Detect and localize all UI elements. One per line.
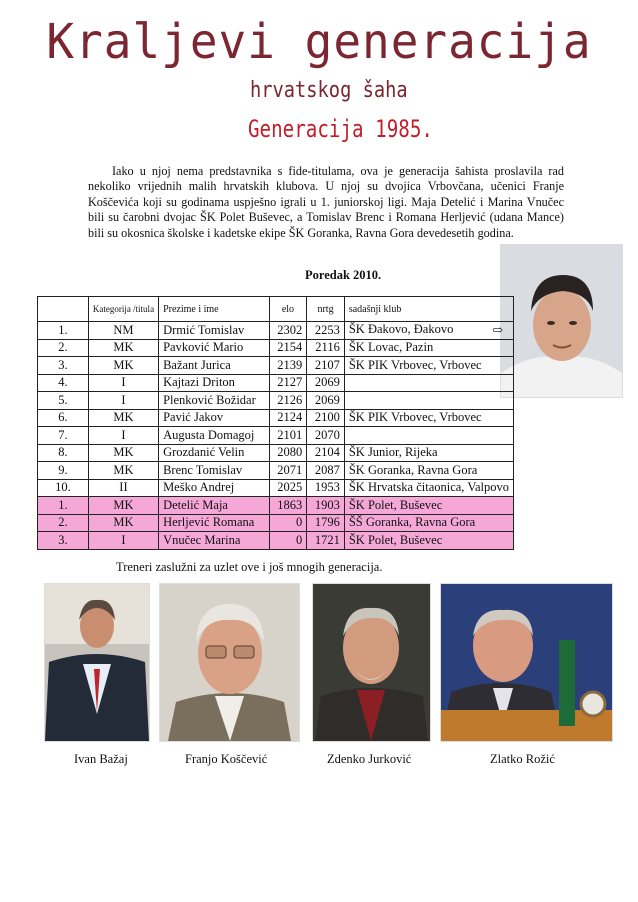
nrtg-cell-text: 2104	[314, 445, 340, 460]
category-cell	[88, 357, 158, 375]
elo-cell	[269, 322, 307, 340]
club-cell	[344, 409, 513, 427]
category-cell-text: MK	[113, 410, 134, 425]
page-subtitle: hrvatskog šaha	[250, 78, 408, 103]
rank-cell-text: 1.	[58, 497, 68, 512]
club-cell	[344, 532, 513, 550]
club-cell	[344, 392, 513, 410]
category-cell	[88, 374, 158, 392]
player-name-cell-text: Detelić Maja	[163, 497, 228, 512]
table-row	[38, 532, 514, 550]
club-cell-text: ŠK PIK Vrbovec, Vrbovec	[348, 410, 482, 425]
rank-cell-text: 3.	[58, 532, 68, 547]
category-cell-text: I	[121, 375, 126, 390]
rank-cell	[38, 532, 89, 550]
elo-cell-text: 2101	[277, 427, 303, 442]
nrtg-cell-text: 2087	[314, 462, 340, 477]
nrtg-cell	[307, 357, 345, 375]
elo-cell	[269, 532, 307, 550]
table-row	[38, 514, 514, 532]
coach-photo-koscevic	[159, 583, 300, 742]
player-name-cell-text: Brenc Tomislav	[163, 462, 243, 477]
nrtg-cell	[307, 514, 345, 532]
coach-name-3: Zdenko Jurković	[327, 752, 412, 766]
nrtg-cell-text: 2116	[315, 340, 340, 355]
col-category-header: Kategorija /titula	[88, 297, 158, 322]
rank-cell	[38, 514, 89, 532]
club-cell-text: ŠK PIK Vrbovec, Vrbovec	[348, 357, 482, 372]
player-name-cell-text: Bažant Jurica	[163, 357, 231, 372]
rank-cell	[38, 462, 89, 480]
category-cell-text: MK	[113, 340, 134, 355]
category-cell-text: I	[121, 532, 126, 547]
elo-cell-text: 0	[295, 532, 303, 547]
category-cell-text: II	[119, 480, 128, 495]
table-row	[38, 409, 514, 427]
nrtg-cell	[307, 339, 345, 357]
rank-cell	[38, 392, 89, 410]
category-cell	[88, 444, 158, 462]
player-name-cell-text: Augusta Domagoj	[163, 427, 255, 442]
elo-cell	[269, 514, 307, 532]
category-cell	[88, 479, 158, 497]
category-cell-text: MK	[113, 445, 134, 460]
category-cell	[88, 409, 158, 427]
club-cell	[344, 427, 513, 445]
club-cell	[344, 514, 513, 532]
rank-cell-text: 5.	[58, 392, 68, 407]
club-cell	[344, 339, 513, 357]
club-cell	[344, 374, 513, 392]
elo-cell-text: 2302	[277, 322, 303, 337]
nrtg-cell	[307, 479, 345, 497]
rank-cell	[38, 339, 89, 357]
nrtg-cell-text: 1721	[314, 532, 340, 547]
nrtg-cell	[307, 322, 345, 340]
arrow-right-icon: ⇨	[492, 323, 503, 338]
rank-cell	[38, 427, 89, 445]
elo-cell-text: 1863	[277, 497, 303, 512]
player-name-cell	[159, 339, 270, 357]
player-name-cell	[159, 427, 270, 445]
elo-cell-text: 0	[295, 515, 303, 530]
rank-cell-text: 4.	[58, 375, 68, 390]
club-cell-text: ŠŠ Goranka, Ravna Gora	[348, 515, 476, 530]
coach-photo-jurkovic	[312, 583, 431, 742]
player-name-cell-text: Vnučec Marina	[163, 532, 241, 547]
category-cell-text: I	[121, 427, 126, 442]
col-elo-header: elo	[269, 297, 307, 322]
player-name-cell	[159, 497, 270, 515]
coach-name-1: Ivan Bažaj	[74, 752, 128, 766]
nrtg-cell-text: 2069	[314, 392, 340, 407]
player-name-cell-text: Plenković Božidar	[163, 392, 256, 407]
rank-cell-text: 8.	[58, 445, 68, 460]
category-cell-text: MK	[113, 515, 134, 530]
elo-cell	[269, 374, 307, 392]
page-title: Kraljevi generacija	[46, 12, 592, 70]
elo-cell-text: 2080	[277, 445, 303, 460]
elo-cell	[269, 357, 307, 375]
table-row	[38, 357, 514, 375]
category-cell	[88, 497, 158, 515]
category-cell	[88, 339, 158, 357]
col-club-header: sadašnji klub	[344, 297, 513, 322]
elo-cell-text: 2025	[277, 480, 303, 495]
rank-cell-text: 3.	[58, 357, 68, 372]
category-cell-text: MK	[113, 497, 134, 512]
player-name-cell-text: Drmić Tomislav	[163, 322, 245, 337]
col-name-header: Prezime i ime	[159, 297, 270, 322]
category-cell	[88, 462, 158, 480]
nrtg-cell-text: 2107	[314, 357, 340, 372]
player-name-cell	[159, 532, 270, 550]
club-cell-text: ŠK Lovac, Pazin	[348, 340, 434, 355]
coaches-caption: Treneri zaslužni za uzlet ove i još mnogih generacija.	[116, 560, 383, 574]
nrtg-cell-text: 2100	[314, 410, 340, 425]
rank-cell-text: 6.	[58, 410, 68, 425]
club-cell-text: ŠK Đakovo, Đakovo	[348, 322, 454, 337]
elo-cell	[269, 427, 307, 445]
nrtg-cell-text: 1796	[314, 515, 340, 530]
club-cell-text: ŠK Hrvatska čitaonica, Valpovo	[348, 480, 509, 495]
col-nrtg-header: nrtg	[307, 297, 345, 322]
rank-cell-text: 2.	[58, 340, 68, 355]
table-row	[38, 497, 514, 515]
club-cell-text: ŠK Goranka, Ravna Gora	[348, 462, 478, 477]
coach-name-2: Franjo Koščević	[185, 752, 268, 766]
coach-photo-rozic	[440, 583, 613, 742]
ranking-title: Poredak 2010.	[305, 268, 382, 282]
table-row	[38, 322, 514, 340]
nrtg-cell-text: 2253	[314, 322, 340, 337]
club-cell	[344, 479, 513, 497]
club-cell	[344, 357, 513, 375]
table-row	[38, 339, 514, 357]
category-cell-text: MK	[113, 462, 134, 477]
rank-cell	[38, 479, 89, 497]
category-cell	[88, 532, 158, 550]
rank-cell-text: 9.	[58, 462, 68, 477]
elo-cell	[269, 409, 307, 427]
table-row	[38, 462, 514, 480]
category-cell	[88, 322, 158, 340]
table-row	[38, 479, 514, 497]
generation-heading: Generacija 1985.	[248, 115, 433, 143]
nrtg-cell	[307, 444, 345, 462]
player-photo	[500, 244, 623, 398]
elo-cell-text: 2071	[277, 462, 303, 477]
nrtg-cell-text: 2069	[314, 375, 340, 390]
player-name-cell-text: Pavić Jakov	[163, 410, 224, 425]
club-cell	[344, 444, 513, 462]
nrtg-cell	[307, 462, 345, 480]
ranking-table	[37, 296, 514, 550]
elo-cell	[269, 497, 307, 515]
rank-cell-text: 7.	[58, 427, 68, 442]
club-cell-text: ŠK Junior, Rijeka	[348, 445, 438, 460]
rank-cell-text: 1.	[58, 322, 68, 337]
col-no-header	[38, 297, 89, 322]
rank-cell	[38, 374, 89, 392]
elo-cell	[269, 339, 307, 357]
rank-cell	[38, 444, 89, 462]
intro-paragraph: Iako u njoj nema predstavnika s fide-titulama, ova je generacija šahista proslavila rad nekoliko vrijednih malih hrvatskih klubova. U njoj su dvojica Vrbovčana, učenici Franje Koščevića koji su godinama uspješno igrali u 1. juniorskoj ligi. Maja Detelić i Marina Vnučec bili su čarobni dvojac ŠK Polet Buševec, a Tomislav Brenc i Romana Herljević (udana Mance) bili su okosnica školske i kadetske ekipe ŠK Goranka, Ravna Gora devedesetih godina.	[88, 164, 564, 240]
nrtg-cell	[307, 427, 345, 445]
nrtg-cell	[307, 409, 345, 427]
player-name-cell-text: Meško Andrej	[163, 480, 235, 495]
coach-photo-bazaj	[44, 583, 150, 742]
club-cell-text: ŠK Polet, Buševec	[348, 532, 443, 547]
nrtg-cell	[307, 497, 345, 515]
table-row	[38, 392, 514, 410]
category-cell-text: I	[121, 392, 126, 407]
club-cell-text: ŠK Polet, Buševec	[348, 497, 443, 512]
player-name-cell	[159, 514, 270, 532]
nrtg-cell-text: 1953	[314, 480, 340, 495]
player-name-cell-text: Herljević Romana	[163, 515, 255, 530]
club-cell	[344, 322, 513, 340]
elo-cell-text: 2126	[277, 392, 303, 407]
player-name-cell	[159, 322, 270, 340]
rank-cell	[38, 497, 89, 515]
elo-cell	[269, 462, 307, 480]
player-name-cell-text: Pavković Mario	[163, 340, 244, 355]
category-cell	[88, 392, 158, 410]
elo-cell-text: 2127	[277, 375, 303, 390]
table-row	[38, 444, 514, 462]
elo-cell	[269, 392, 307, 410]
rank-cell	[38, 322, 89, 340]
category-cell-text: NM	[113, 322, 134, 337]
coach-name-4: Zlatko Rožić	[490, 752, 555, 766]
player-name-cell-text: Kajtazi Driton	[163, 375, 235, 390]
table-header-row	[38, 297, 514, 322]
club-cell	[344, 462, 513, 480]
rank-cell	[38, 357, 89, 375]
elo-cell	[269, 479, 307, 497]
elo-cell	[269, 444, 307, 462]
player-name-cell	[159, 462, 270, 480]
player-name-cell-text: Grozdanić Velin	[163, 445, 245, 460]
player-name-cell	[159, 357, 270, 375]
rank-cell	[38, 409, 89, 427]
category-cell	[88, 427, 158, 445]
nrtg-cell	[307, 532, 345, 550]
player-name-cell	[159, 409, 270, 427]
nrtg-cell-text: 2070	[314, 427, 340, 442]
elo-cell-text: 2124	[277, 410, 303, 425]
nrtg-cell	[307, 392, 345, 410]
elo-cell-text: 2154	[277, 340, 303, 355]
player-name-cell	[159, 392, 270, 410]
player-name-cell	[159, 444, 270, 462]
category-cell-text: MK	[113, 357, 134, 372]
elo-cell-text: 2139	[277, 357, 303, 372]
category-cell	[88, 514, 158, 532]
nrtg-cell	[307, 374, 345, 392]
nrtg-cell-text: 1903	[314, 497, 340, 512]
table-row	[38, 427, 514, 445]
table-row	[38, 374, 514, 392]
player-name-cell	[159, 374, 270, 392]
club-cell	[344, 497, 513, 515]
rank-cell-text: 10.	[55, 480, 71, 495]
rank-cell-text: 2.	[58, 515, 68, 530]
player-name-cell	[159, 479, 270, 497]
